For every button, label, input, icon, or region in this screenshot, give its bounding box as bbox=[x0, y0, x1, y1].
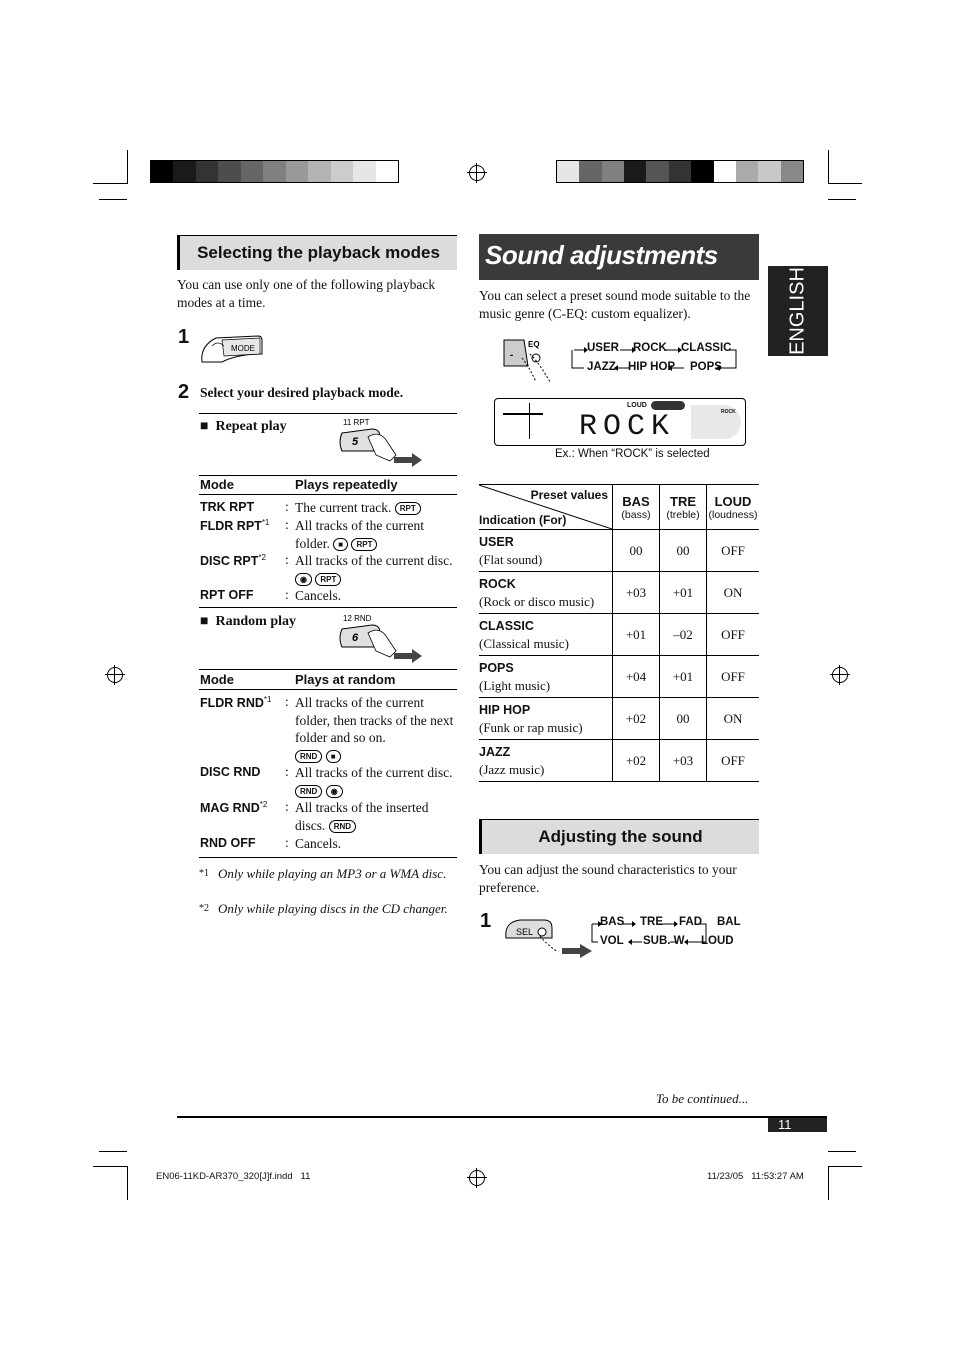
divider bbox=[199, 857, 457, 858]
rpt-badge-icon: RPT bbox=[351, 538, 377, 551]
random-play-title: ■ Random play bbox=[200, 614, 296, 629]
adjust-intro: You can adjust the sound characteristics to your preference. bbox=[479, 862, 737, 895]
corner-preset-values: Preset values bbox=[530, 488, 608, 502]
step-number: 1 bbox=[480, 910, 492, 932]
color-bar-left bbox=[150, 160, 399, 183]
rnd-badge-icon: RND bbox=[329, 820, 356, 833]
mode-name: MAG RND$^{*2}$ bbox=[200, 800, 268, 816]
sel-button-label: SEL bbox=[516, 927, 534, 937]
repeat-button-icon[interactable] bbox=[334, 415, 424, 471]
rpt-badge-icon: RPT bbox=[395, 502, 421, 515]
mode-name: RND OFF bbox=[200, 836, 256, 850]
divider bbox=[199, 475, 457, 476]
mode-desc: All tracks of the inserted discs. RND bbox=[295, 800, 429, 833]
sound-intro: You can select a preset sound mode suitable to the music genre (C-EQ: custom equalizer). bbox=[479, 288, 751, 321]
playback-intro: You can use only one of the following playback modes at a time. bbox=[177, 277, 436, 310]
sel-flow-bal: BAL bbox=[717, 916, 741, 928]
eq-button-label: EQ bbox=[528, 340, 540, 349]
disc-icon: ◉ bbox=[295, 573, 312, 586]
rnd-badge-icon: RND bbox=[295, 785, 322, 798]
registration-mark-icon bbox=[832, 667, 848, 683]
disc-icon: ◉ bbox=[326, 785, 343, 798]
mode-name: FLDR RPT$^{*1}$ bbox=[200, 518, 270, 534]
registration-mark-icon bbox=[107, 667, 123, 683]
mode-name: FLDR RND$^{*1}$ bbox=[200, 695, 272, 711]
continued-note: To be continued... bbox=[656, 1091, 749, 1106]
mode-button-label: MODE bbox=[231, 344, 255, 353]
random-button-number: 6 bbox=[352, 632, 359, 644]
mode-desc: Cancels. bbox=[295, 588, 342, 603]
step-number: 2 bbox=[178, 381, 190, 403]
language-tab: ENGLISH bbox=[768, 266, 828, 356]
table-row: CLASSIC (Classical music) +01 –02 OFF bbox=[479, 614, 759, 656]
col-header-mode: Mode bbox=[200, 477, 234, 492]
mode-desc: Cancels. bbox=[295, 836, 342, 851]
sel-flow-subw: SUB. W bbox=[643, 935, 685, 947]
rnd-badge-icon: RND bbox=[295, 750, 322, 763]
col-tre: TRE bbox=[670, 493, 696, 509]
table-row: USER (Flat sound) 00 00 OFF bbox=[479, 530, 759, 572]
sel-flow-fad: FAD bbox=[679, 916, 702, 928]
table-row: ROCK (Rock or disco music) +03 +01 ON bbox=[479, 572, 759, 614]
page-title: Sound adjustments bbox=[479, 234, 759, 280]
mode-name: RPT OFF bbox=[200, 588, 254, 602]
sel-button-icon[interactable] bbox=[500, 914, 600, 960]
eq-button-icon[interactable] bbox=[500, 336, 560, 386]
mode-desc: All tracks of the current disc. RND ◉ bbox=[295, 765, 453, 796]
display-text: ROCK bbox=[579, 410, 676, 444]
page-number: 11 bbox=[768, 1118, 827, 1132]
col-header-plays: Plays repeatedly bbox=[295, 477, 398, 492]
mode-name: DISC RPT$^{*2}$ bbox=[200, 553, 266, 569]
eq-flow-rock: ROCK bbox=[633, 342, 667, 354]
color-bar-right bbox=[556, 160, 804, 183]
random-button-label: 12 RND bbox=[343, 614, 372, 623]
folder-icon: ■ bbox=[326, 750, 341, 763]
svg-text:-: - bbox=[510, 350, 514, 361]
repeat-button-label: 11 RPT bbox=[343, 418, 370, 427]
mode-name: TRK RPT bbox=[200, 500, 255, 514]
divider bbox=[199, 689, 457, 690]
mode-name: DISC RND bbox=[200, 765, 261, 779]
sel-flow-loud: LOUD bbox=[701, 935, 734, 947]
footer-rule bbox=[177, 1116, 827, 1118]
section-header-playback-modes: Selecting the playback modes bbox=[177, 235, 457, 270]
eq-flow-classic: CLASSIC bbox=[681, 342, 732, 354]
divider bbox=[199, 607, 457, 608]
section-header-adjusting: Adjusting the sound bbox=[479, 819, 759, 854]
slug-date: 11/23/05 11:53:27 AM bbox=[707, 1171, 804, 1182]
divider bbox=[199, 494, 457, 495]
corner-indication: Indication (For) bbox=[479, 513, 567, 527]
step-number: 1 bbox=[178, 326, 190, 348]
rpt-badge-icon: RPT bbox=[315, 573, 341, 586]
eq-flow-hiphop: HIP HOP bbox=[628, 361, 676, 373]
step2-text: Select your desired playback mode. bbox=[200, 385, 404, 400]
divider bbox=[199, 669, 457, 670]
mode-desc: All tracks of the current folder, then tracks of the next folder and so on. RND ■ bbox=[295, 695, 454, 761]
sel-flow-bas: BAS bbox=[600, 916, 625, 928]
table-row: HIP HOP (Funk or rap music) +02 00 ON bbox=[479, 698, 759, 740]
eq-flow-jazz: JAZZ bbox=[587, 361, 616, 373]
sel-flow-vol: VOL bbox=[600, 935, 624, 947]
divider bbox=[199, 413, 457, 414]
mode-button-icon[interactable] bbox=[198, 332, 268, 366]
col-header-plays: Plays at random bbox=[295, 672, 396, 687]
display-caption: Ex.: When “ROCK” is selected bbox=[555, 448, 710, 460]
lcd-display bbox=[494, 398, 746, 446]
eq-flow-pops: POPS bbox=[690, 361, 722, 373]
repeat-button-number: 5 bbox=[352, 436, 359, 448]
registration-mark-icon bbox=[469, 165, 485, 181]
footnote: *2 Only while playing discs in the CD changer. bbox=[199, 901, 448, 916]
mode-desc: The current track. RPT bbox=[295, 499, 421, 517]
slug-file: EN06-11KD-AR370_320[J]f.indd 11 bbox=[156, 1171, 311, 1182]
col-header-mode: Mode bbox=[200, 672, 234, 687]
folder-icon: ■ bbox=[333, 538, 348, 551]
display-loud: LOUD bbox=[627, 402, 647, 409]
mode-desc: All tracks of the current folder. ■ RPT bbox=[295, 518, 424, 551]
eq-flow-user: USER bbox=[587, 342, 619, 354]
random-button-icon[interactable] bbox=[334, 611, 424, 667]
sel-flow-tre: TRE bbox=[640, 916, 663, 928]
table-row: POPS (Light music) +04 +01 OFF bbox=[479, 656, 759, 698]
mode-desc: All tracks of the current disc. ◉ RPT bbox=[295, 553, 453, 584]
display-rock-badge: ROCK bbox=[721, 409, 736, 415]
repeat-play-title: ■ Repeat play bbox=[200, 419, 287, 434]
registration-mark-icon bbox=[469, 1170, 485, 1186]
footnote: *1 Only while playing an MP3 or a WMA disc. bbox=[199, 866, 447, 881]
table-row: JAZZ (Jazz music) +02 +03 OFF bbox=[479, 740, 759, 782]
preset-table: Preset values Indication (For) BAS (bass) TRE (treble) LOUD (loudness) USER (Flat sound) 00 00 OFF ROCK (Rock or disco music) +03 +01 ON CLASSIC (Classical music) +01 –02 OFF POPS (Light music) +04 +01 OFF HIP HOP (Funk or rap music) +02 00 ON JAZZ (Jazz music) +02 +03 OFF bbox=[479, 484, 759, 782]
col-loud: LOUD bbox=[714, 493, 752, 509]
col-bas: BAS bbox=[622, 493, 650, 509]
